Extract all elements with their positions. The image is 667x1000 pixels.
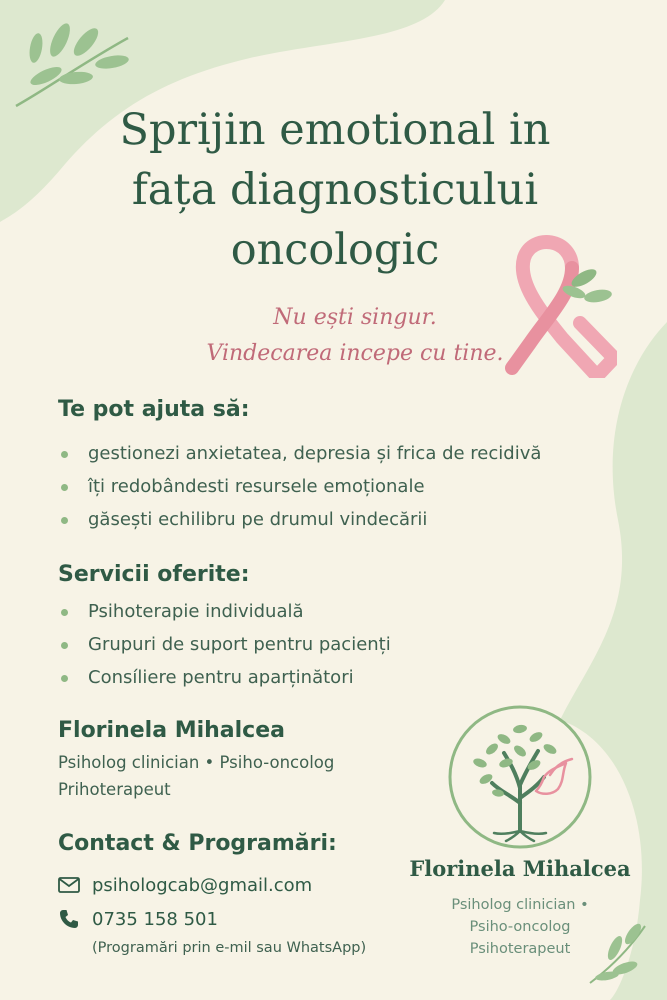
tagline-line: Vindecarea incepe cu tine. <box>206 341 504 366</box>
list-item: gestionezi anxietatea, depresia și frica de recidivă <box>58 437 541 470</box>
person-title: Psiholog clinician • Psiho-oncolog <box>58 753 335 772</box>
leaf-branch-icon <box>8 18 138 113</box>
tagline <box>170 300 540 372</box>
logo-subtitle-line: Psihoterapeut <box>469 941 571 957</box>
logo-subtitle <box>400 894 640 960</box>
email-row <box>58 868 366 902</box>
bullet-icon <box>61 675 68 682</box>
phone-icon <box>58 908 80 930</box>
logo-subtitle-line: Psiholog clinician • <box>451 897 589 913</box>
awareness-ribbon-icon <box>502 228 617 378</box>
email-link[interactable]: psihologcab@gmail.com <box>92 874 313 896</box>
title-line: fața diagnosticului <box>131 165 539 215</box>
bullet-icon <box>61 451 68 458</box>
person-name: Florinela Mihalcea <box>58 718 285 743</box>
contact-note: (Programări prin e-mil sau WhatsApp) <box>92 940 367 956</box>
tagline-line: Nu ești singur. <box>273 305 437 330</box>
logo-subtitle-line: Psiho-oncolog <box>469 919 571 935</box>
services-heading: Servicii oferite: <box>58 562 250 587</box>
person-block <box>58 718 334 803</box>
logo-name: Florinela Mihalcea <box>409 856 631 881</box>
tree-dove-icon <box>446 703 594 851</box>
person-subtitle: Prihoterapeut <box>58 780 171 799</box>
contact-block <box>58 868 366 956</box>
title-line: oncologic <box>230 225 440 275</box>
bullet-icon <box>61 642 68 649</box>
list-item: găsești echilibru pe drumul vindecării <box>58 503 541 536</box>
phone-row <box>58 902 366 936</box>
bullet-icon <box>61 517 68 524</box>
list-item: îți redobândesti resursele emoționale <box>58 470 541 503</box>
bullet-icon <box>61 609 68 616</box>
help-heading: Te pot ajuta să: <box>58 397 250 422</box>
list-item: Grupuri de suport pentru pacienți <box>58 628 391 661</box>
list-item: Consíliere pentru aparținători <box>58 661 391 694</box>
help-list <box>58 437 541 536</box>
services-list <box>58 595 391 694</box>
list-item: Psihoterapie individuală <box>58 595 391 628</box>
bullet-icon <box>61 484 68 491</box>
title-line: Sprijin emotional in <box>119 105 551 155</box>
phone-link[interactable]: 0735 158 501 <box>92 908 218 930</box>
contact-heading: Contact & Programări: <box>58 831 337 856</box>
envelope-icon <box>58 874 80 896</box>
